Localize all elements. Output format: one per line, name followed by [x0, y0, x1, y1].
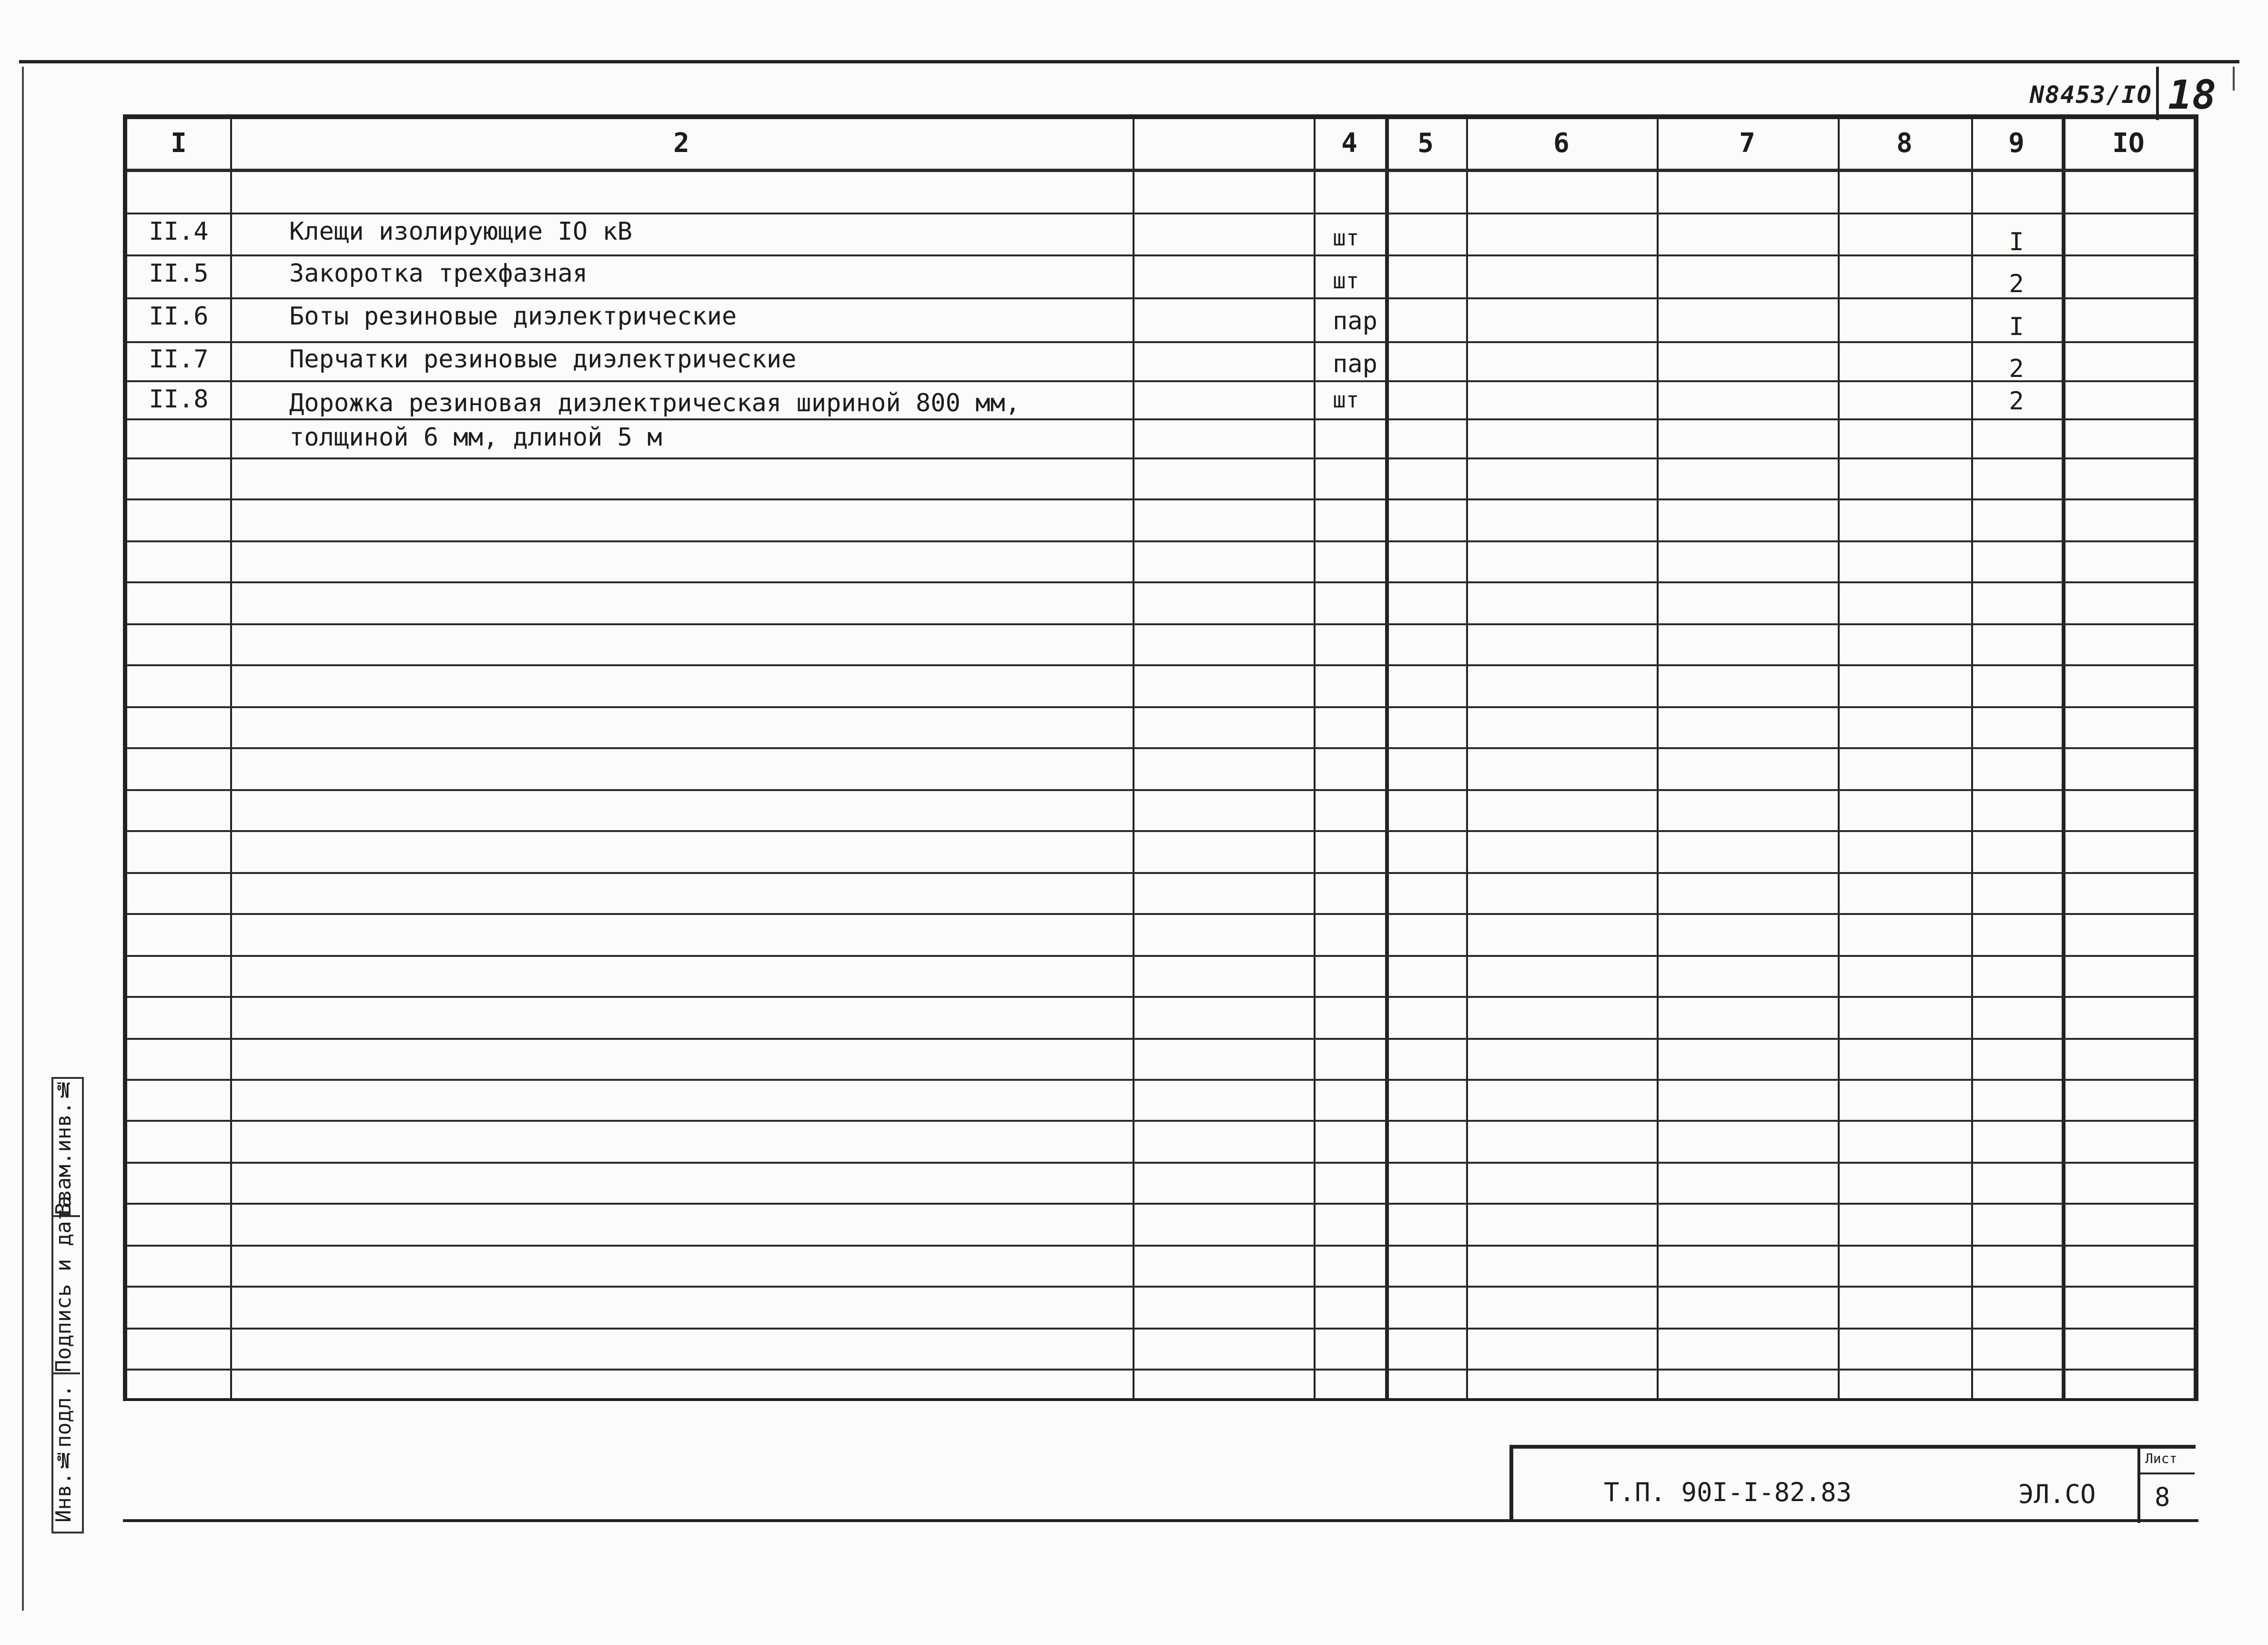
sheet-label-rule — [2140, 1472, 2195, 1474]
row-name: Боты резиновые диэлектрические — [289, 302, 737, 331]
row-rule — [127, 1328, 2194, 1330]
table-bottom-border — [123, 1398, 2198, 1401]
col-divider-2 — [1133, 119, 1134, 1401]
specification-table — [123, 114, 2198, 1401]
side-stamp-divider — [51, 1372, 80, 1374]
row-number: II.4 — [149, 217, 209, 246]
document-code: Т.П. 90I-I-82.83 — [1604, 1477, 1852, 1507]
row-rule — [127, 254, 2194, 256]
row-unit: пар — [1333, 350, 1377, 378]
col-divider-3 — [1314, 119, 1316, 1401]
header-col-1: I — [171, 128, 187, 159]
row-rule — [127, 297, 2194, 299]
row-rule — [127, 664, 2194, 666]
row-rule — [127, 1245, 2194, 1247]
header-col-8: 8 — [1896, 128, 1913, 159]
row-name: Закоротка трехфазная — [289, 259, 588, 288]
row-rule — [127, 623, 2194, 625]
row-rule — [127, 1369, 2194, 1371]
row-rule — [127, 341, 2194, 343]
row-number: II.7 — [149, 345, 209, 374]
row-number: II.5 — [149, 259, 209, 288]
row-rule — [127, 581, 2194, 583]
sheet-number-box — [2137, 1449, 2195, 1523]
side-stamp-inventory-field: Инв.№подл. — [51, 1384, 76, 1523]
row-name-continued: толщиной 6 мм, длиной 5 м — [289, 423, 662, 452]
col-divider-5 — [1466, 119, 1468, 1401]
row-rule — [127, 213, 2194, 214]
frame-top-border — [19, 60, 2239, 63]
header-col-5: 5 — [1418, 128, 1434, 159]
row-rule — [127, 498, 2194, 500]
bottom-frame-rule — [123, 1519, 2198, 1522]
row-rule — [127, 1120, 2194, 1122]
row-rule — [127, 1203, 2194, 1205]
header-col-6: 6 — [1553, 128, 1569, 159]
col-divider-6 — [1657, 119, 1659, 1401]
row-rule — [127, 1079, 2194, 1081]
side-stamp-signature-field: Подпись и дата — [51, 1196, 76, 1372]
header-col-7: 7 — [1739, 128, 1755, 159]
row-rule — [127, 1162, 2194, 1164]
row-name: Дорожка резиновая диэлектрическая шириной 800 мм, — [289, 389, 1021, 417]
row-name: Клещи изолирующие IO кВ — [289, 217, 633, 246]
row-quantity: I — [2009, 313, 2024, 341]
col-divider-7 — [1838, 119, 1840, 1401]
page-number: 18 — [2168, 71, 2217, 118]
sheet-label: Лист — [2145, 1451, 2177, 1466]
row-quantity: 2 — [2009, 355, 2024, 383]
row-quantity: 2 — [2009, 270, 2024, 298]
sheet-code: ЭЛ.СО — [2018, 1479, 2096, 1509]
col-divider-9 — [2062, 119, 2066, 1401]
col-divider-1 — [230, 119, 232, 1401]
row-rule — [127, 747, 2194, 749]
row-quantity: 2 — [2009, 387, 2024, 416]
header-rule — [127, 169, 2194, 172]
row-unit: шт — [1333, 268, 1359, 294]
row-unit: шт — [1333, 387, 1359, 413]
frame-right-border — [2233, 67, 2235, 91]
row-rule — [127, 872, 2194, 874]
row-rule — [127, 830, 2194, 832]
col-divider-8 — [1971, 119, 1973, 1401]
row-number: II.6 — [149, 302, 209, 331]
side-stamp — [51, 1077, 123, 1539]
row-rule — [127, 996, 2194, 998]
row-rule — [127, 418, 2194, 420]
header-col-2: 2 — [673, 128, 689, 159]
header-col-10: IO — [2112, 128, 2145, 159]
row-unit: шт — [1333, 225, 1359, 251]
header-col-9: 9 — [2008, 128, 2025, 159]
row-unit: пар — [1333, 307, 1377, 335]
row-rule — [127, 913, 2194, 915]
row-number: II.8 — [149, 385, 209, 414]
page-number-divider — [2156, 67, 2159, 120]
row-name: Перчатки резиновые диэлектрические — [289, 345, 797, 374]
row-rule — [127, 789, 2194, 791]
row-rule — [127, 540, 2194, 542]
row-rule — [127, 457, 2194, 459]
col-divider-4 — [1385, 119, 1389, 1401]
row-rule — [127, 1038, 2194, 1040]
sheet-number: 8 — [2155, 1482, 2170, 1512]
row-rule — [127, 380, 2194, 382]
header-col-4: 4 — [1341, 128, 1357, 159]
row-rule — [127, 706, 2194, 708]
row-rule — [127, 1286, 2194, 1288]
sheet-reference: N8453/IO — [2030, 81, 2152, 109]
side-stamp-replacement-field: Взам.инв.№ — [51, 1077, 76, 1215]
frame-left-border — [22, 67, 24, 1611]
row-rule — [127, 955, 2194, 957]
row-quantity: I — [2009, 228, 2024, 256]
title-block — [1509, 1445, 2196, 1521]
